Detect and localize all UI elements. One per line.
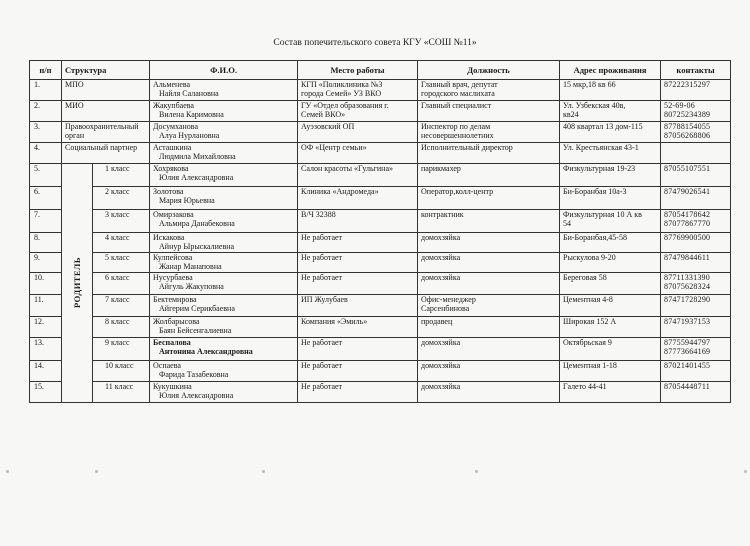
cell-class — [93, 210, 150, 233]
contact-line-1: 87054448711 — [664, 382, 710, 391]
surname: Жакупбаева — [153, 101, 194, 110]
cell-workplace — [298, 382, 418, 403]
address-line-1: Физкультурная 10 А кв — [563, 210, 642, 219]
given-names: Альмира Данабековна — [159, 219, 235, 228]
structure-text: Правоохранительный — [65, 122, 139, 131]
position-line-1: парикмахер — [421, 164, 461, 173]
cell-position — [418, 101, 560, 122]
row-number: 4. — [34, 143, 40, 152]
surname: Кукушкина — [153, 382, 192, 391]
cell-position — [418, 143, 560, 164]
contact-line-1: 87711331390 — [664, 273, 710, 282]
cell-class — [93, 273, 150, 295]
cell-structure — [62, 80, 150, 101]
cell-num — [30, 164, 62, 187]
row-number: 7. — [34, 210, 40, 219]
structure-text: Социальный партнер — [65, 143, 138, 152]
address-line-1: Галето 44-41 — [563, 382, 607, 391]
contact-line-1: 87021401455 — [664, 361, 711, 370]
address-line-1: Би-Боранбая 10а-3 — [563, 187, 627, 196]
class-label: 1 класс — [105, 164, 130, 173]
given-names: Алуа Нурлановна — [159, 131, 220, 140]
cell-num — [30, 382, 62, 403]
cell-contacts — [661, 317, 731, 338]
contact-line-3: 80725234389 — [664, 110, 711, 119]
cell-class — [93, 361, 150, 382]
cell-num — [30, 317, 62, 338]
surname: Нусурбаева — [153, 273, 193, 282]
cell-position — [418, 164, 560, 187]
cell-address — [560, 273, 661, 295]
cell-num — [30, 361, 62, 382]
header-row — [30, 61, 731, 80]
workplace-line-1: Клиника «Андромеда» — [301, 187, 379, 196]
position-line-1: домохзяйка — [421, 233, 461, 242]
cell-contacts — [661, 361, 731, 382]
header-workplace: Место работы — [298, 61, 418, 80]
row-number: 6. — [34, 187, 40, 196]
workplace-line-1: ИП Жулубаев — [301, 295, 348, 304]
surname: Кулпейсова — [153, 253, 193, 262]
surname: Хохрякова — [153, 164, 189, 173]
address-line-2: 54 — [563, 219, 572, 228]
table-row — [30, 233, 731, 253]
cell-position — [418, 80, 560, 101]
address-line-2: Ул. Крестьянская 43-1 — [563, 143, 639, 152]
parent-label: РОДИТЕЛЬ — [71, 256, 82, 308]
row-number: 3. — [34, 122, 40, 131]
cell-position — [418, 338, 560, 361]
surname: Асташкина — [153, 143, 192, 152]
cell-class — [93, 382, 150, 403]
cell-address — [560, 210, 661, 233]
contact-line-2: 87773664169 — [664, 347, 711, 356]
cell-position — [418, 253, 560, 273]
surname: Альменева — [153, 80, 191, 89]
cell-address — [560, 338, 661, 361]
table-row — [30, 382, 731, 403]
cell-position — [418, 361, 560, 382]
address-line-2: Ул. Узбекская 40в, — [563, 101, 626, 110]
cell-address — [560, 382, 661, 403]
given-names: Баян Бейсенгалиевна — [159, 326, 232, 335]
position-line-1: Офис-менеджер — [421, 295, 476, 304]
scan-dot — [744, 470, 747, 473]
table-row — [30, 143, 731, 164]
cell-num — [30, 233, 62, 253]
surname: Золотова — [153, 187, 184, 196]
row-number: 11. — [34, 295, 44, 304]
surname: Оспаева — [153, 361, 181, 370]
surname: Бектемирова — [153, 295, 197, 304]
class-label: 2 класс — [105, 187, 130, 196]
table-row — [30, 317, 731, 338]
cell-address — [560, 295, 661, 317]
cell-fio — [150, 233, 298, 253]
table-row — [30, 210, 731, 233]
given-names: Мария Юрьевна — [159, 196, 215, 205]
cell-class — [93, 338, 150, 361]
header-address: Адрес проживания — [560, 61, 661, 80]
contact-line-1: 87769900500 — [664, 233, 711, 242]
address-line-1: 15 мкр,18 кв 66 — [563, 80, 616, 89]
cell-address — [560, 80, 661, 101]
address-line-1: Физкультурная 19-23 — [563, 164, 636, 173]
row-number: 13. — [34, 338, 44, 347]
contact-line-1: 87788154055 — [664, 122, 711, 131]
cell-contacts — [661, 164, 731, 187]
cell-fio — [150, 164, 298, 187]
workplace-line-1: Не работает — [301, 361, 343, 370]
workplace-line-1: Салон красоты «Гульгина» — [301, 164, 394, 173]
cell-fio — [150, 143, 298, 164]
cell-address — [560, 187, 661, 210]
cell-address — [560, 101, 661, 122]
class-label: 8 класс — [105, 317, 130, 326]
workplace-line-1: КГП «Поликлиника №3 — [301, 80, 383, 89]
header-position: Должность — [418, 61, 560, 80]
cell-class — [93, 253, 150, 273]
cell-workplace — [298, 143, 418, 164]
cell-class — [93, 164, 150, 187]
workplace-line-1: Компания «Эмиль» — [301, 317, 368, 326]
workplace-line-2: Семей ВКО» — [301, 110, 346, 119]
given-names: Антонина Александровна — [159, 347, 253, 356]
cell-fio — [150, 210, 298, 233]
class-label: 11 класс — [105, 382, 134, 391]
class-label: 5 класс — [105, 253, 130, 262]
position-line-1: продавец — [421, 317, 453, 326]
workplace-line-1: Ауэзовский ОП — [301, 122, 355, 131]
contact-line-1: 87479026541 — [664, 187, 711, 196]
cell-contacts — [661, 338, 731, 361]
row-number: 14. — [34, 361, 44, 370]
cell-address — [560, 233, 661, 253]
row-number: 8. — [34, 233, 40, 242]
cell-num — [30, 122, 62, 143]
workplace-line-1: Не работает — [301, 233, 343, 242]
cell-position — [418, 210, 560, 233]
table-row — [30, 122, 731, 143]
position-line-1: Оператор,колл-центр — [421, 187, 494, 196]
cell-fio — [150, 361, 298, 382]
position-line-2: Сарсенбинова — [421, 304, 470, 313]
structure-text-2: орган — [65, 131, 85, 140]
cell-workplace — [298, 295, 418, 317]
contact-line-1: 87222315297 — [664, 80, 711, 89]
workplace-line-1: В/Ч 32388 — [301, 210, 336, 219]
cell-workplace — [298, 164, 418, 187]
scan-dot — [6, 470, 9, 473]
position-line-1: домохзяйка — [421, 273, 461, 282]
cell-num — [30, 143, 62, 164]
contact-line-1: 87055107551 — [664, 164, 711, 173]
given-names: Айнур Ырыскалиевна — [159, 242, 235, 251]
class-label: 10 класс — [105, 361, 134, 370]
given-names: Юлия Александровна — [159, 173, 234, 182]
cell-contacts — [661, 273, 731, 295]
contact-line-1: 87479844611 — [664, 253, 710, 262]
surname: Беспалова — [153, 338, 191, 347]
cell-contacts — [661, 210, 731, 233]
class-label: 9 класс — [105, 338, 130, 347]
workplace-line-1: Не работает — [301, 338, 343, 347]
table-row — [30, 295, 731, 317]
cell-address — [560, 122, 661, 143]
cell-address — [560, 253, 661, 273]
table-row — [30, 187, 731, 210]
given-names: Вилена Каримовна — [159, 110, 224, 119]
position-line-1: Инспектор по делам — [421, 122, 491, 131]
address-line-1: Би-Боранбая,45-58 — [563, 233, 627, 242]
cell-contacts — [661, 233, 731, 253]
workplace-line-1: ГУ «Отдел образования г. — [301, 101, 389, 110]
cell-class — [93, 295, 150, 317]
cell-structure — [62, 101, 150, 122]
cell-fio — [150, 187, 298, 210]
given-names: Найля Салановна — [159, 89, 219, 98]
address-line-1: Цементная 4-8 — [563, 295, 613, 304]
given-names: Людмила Михайловна — [159, 152, 236, 161]
table-row — [30, 338, 731, 361]
row-number: 9. — [34, 253, 40, 262]
structure-text: МИО — [65, 101, 84, 110]
cell-address — [560, 361, 661, 382]
cell-fio — [150, 122, 298, 143]
row-number: 10. — [34, 273, 44, 282]
row-number: 5. — [34, 164, 40, 173]
council-table — [29, 60, 731, 403]
cell-fio — [150, 101, 298, 122]
cell-workplace — [298, 273, 418, 295]
address-line-1: Октябрьская 9 — [563, 338, 612, 347]
cell-position — [418, 187, 560, 210]
cell-contacts — [661, 122, 731, 143]
surname: Досумханова — [153, 122, 199, 131]
cell-structure — [62, 143, 150, 164]
contact-line-2: 87075628324 — [664, 282, 711, 291]
workplace-line-2: ОФ «Центр семьи» — [301, 143, 367, 152]
cell-fio — [150, 253, 298, 273]
table-row — [30, 101, 731, 122]
cell-position — [418, 233, 560, 253]
address-line-1: Рыскулова 9-20 — [563, 253, 616, 262]
workplace-line-1: Не работает — [301, 253, 343, 262]
cell-structure — [62, 122, 150, 143]
cell-workplace — [298, 253, 418, 273]
table-row — [30, 273, 731, 295]
table-row — [30, 80, 731, 101]
contact-line-2: 52-69-06 — [664, 101, 695, 110]
table-row — [30, 361, 731, 382]
position-line-2: несовершеннолетних — [421, 131, 494, 140]
cell-num — [30, 295, 62, 317]
contact-line-1: 87471937153 — [664, 317, 711, 326]
address-line-1: Береговая 58 — [563, 273, 607, 282]
cell-workplace — [298, 122, 418, 143]
cell-workplace — [298, 317, 418, 338]
address-line-1: Широкая 152 А — [563, 317, 617, 326]
address-line-1: Цементная 1-18 — [563, 361, 617, 370]
position-line-1: домохзяйка — [421, 338, 461, 347]
cell-workplace — [298, 233, 418, 253]
workplace-line-2: города Семей» УЗ ВКО — [301, 89, 382, 98]
given-names: Юлия Александровна — [159, 391, 234, 400]
header-fio: Ф.И.О. — [150, 61, 298, 80]
header-structure: Структура — [62, 61, 150, 80]
position-line-1: домохзяйка — [421, 253, 461, 262]
contact-line-1: 87054178642 — [664, 210, 711, 219]
cell-fio — [150, 80, 298, 101]
cell-fio — [150, 382, 298, 403]
header-contacts: контакты — [661, 61, 731, 80]
header-num: п/п — [30, 61, 62, 80]
contact-line-1: 87471728290 — [664, 295, 711, 304]
cell-contacts — [661, 253, 731, 273]
cell-workplace — [298, 210, 418, 233]
row-number: 15. — [34, 382, 44, 391]
cell-fio — [150, 338, 298, 361]
surname: Искакова — [153, 233, 185, 242]
parent-group-cell — [62, 164, 93, 403]
cell-num — [30, 187, 62, 210]
address-line-1: 408 квартал 13 дом-115 — [563, 122, 643, 131]
cell-contacts — [661, 382, 731, 403]
cell-position — [418, 295, 560, 317]
position-line-1: домохзяйка — [421, 382, 461, 391]
cell-position — [418, 317, 560, 338]
cell-num — [30, 273, 62, 295]
scan-dot — [95, 470, 98, 473]
address-line-3: кв24 — [563, 110, 579, 119]
class-label: 7 класс — [105, 295, 130, 304]
cell-address — [560, 164, 661, 187]
surname: Омирзакова — [153, 210, 194, 219]
cell-contacts — [661, 80, 731, 101]
row-number: 12. — [34, 317, 44, 326]
given-names: Фарида Тазабековна — [159, 370, 229, 379]
cell-position — [418, 273, 560, 295]
position-line-1: контрактник — [421, 210, 464, 219]
cell-fio — [150, 317, 298, 338]
cell-num — [30, 101, 62, 122]
cell-workplace — [298, 80, 418, 101]
cell-workplace — [298, 338, 418, 361]
position-line-1: Исполнительный директор — [421, 143, 513, 152]
cell-class — [93, 233, 150, 253]
cell-num — [30, 253, 62, 273]
position-line-1: Главный врач, депутат — [421, 80, 498, 89]
class-label: 4 класс — [105, 233, 130, 242]
given-names: Айгерим Серикбаевна — [159, 304, 235, 313]
structure-text: МПО — [65, 80, 84, 89]
contact-line-2: 87056268806 — [664, 131, 711, 140]
cell-workplace — [298, 187, 418, 210]
contact-line-2: 87077867770 — [664, 219, 711, 228]
surname: Жолбарысова — [153, 317, 200, 326]
cell-position — [418, 382, 560, 403]
cell-num — [30, 80, 62, 101]
workplace-line-1: Не работает — [301, 273, 343, 282]
cell-contacts — [661, 101, 731, 122]
cell-class — [93, 187, 150, 210]
scan-dot — [262, 470, 265, 473]
table-row — [30, 164, 731, 187]
cell-workplace — [298, 361, 418, 382]
position-line-1: домохзяйка — [421, 361, 461, 370]
cell-fio — [150, 295, 298, 317]
contact-line-1: 87755944797 — [664, 338, 711, 347]
cell-position — [418, 122, 560, 143]
cell-contacts — [661, 143, 731, 164]
given-names: Айгуль Жакуповна — [159, 282, 224, 291]
cell-address — [560, 143, 661, 164]
cell-num — [30, 338, 62, 361]
row-number: 2. — [34, 101, 40, 110]
cell-contacts — [661, 187, 731, 210]
cell-class — [93, 317, 150, 338]
position-line-1: Главный специалист — [421, 101, 492, 110]
cell-workplace — [298, 101, 418, 122]
row-number: 1. — [34, 80, 40, 89]
cell-contacts — [661, 295, 731, 317]
given-names: Жанар Манаповна — [159, 262, 222, 271]
cell-num — [30, 210, 62, 233]
scan-dot — [475, 470, 478, 473]
document-title: Состав попечительского совета КГУ «СОШ №11» — [273, 38, 477, 48]
position-line-2: городского маслихата — [421, 89, 495, 98]
cell-fio — [150, 273, 298, 295]
class-label: 3 класс — [105, 210, 130, 219]
table-row — [30, 253, 731, 273]
class-label: 6 класс — [105, 273, 130, 282]
workplace-line-1: Не работает — [301, 382, 343, 391]
cell-address — [560, 317, 661, 338]
